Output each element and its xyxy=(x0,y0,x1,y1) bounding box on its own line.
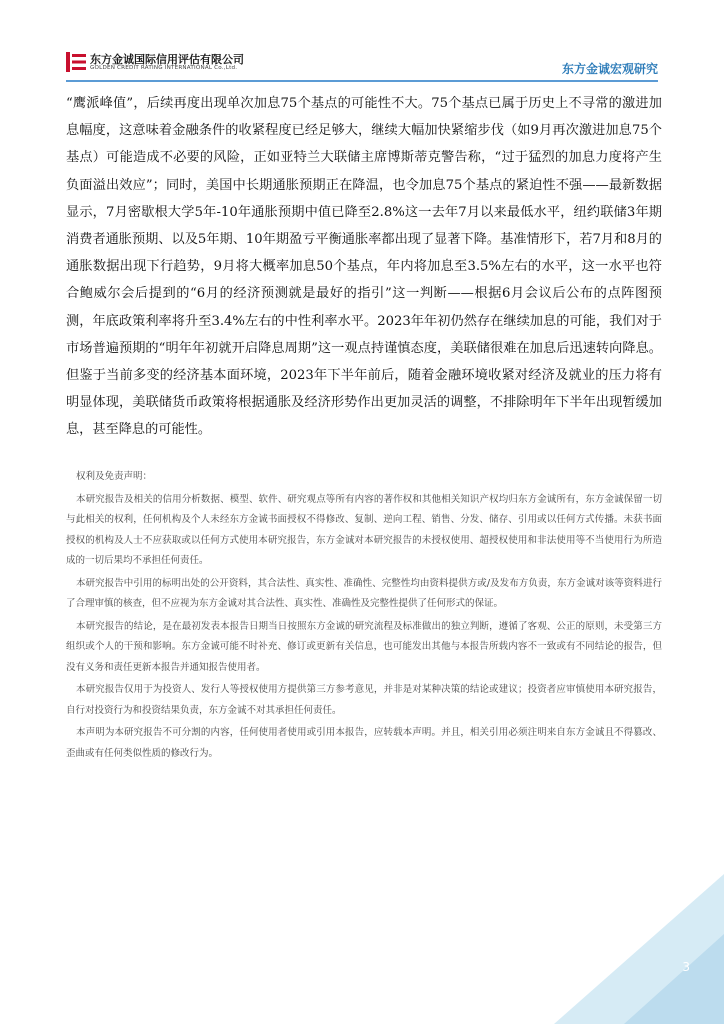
disclaimer-paragraph: 本研究报告仅用于为投资人、发行人等授权使用方提供第三方参考意见，并非是对某种决策的结论或建议；投资者应审慎使用本研究报告，自行对投资行为和投资结果负责，东方金诚不对其承担任何责任。 xyxy=(66,684,662,716)
main-paragraph: “鹰派峰值”，后续再度出现单次加息75个基点的可能性不大。75个基点已属于历史上不寻常的激进加息幅度，这意味着金融条件的收紧程度已经足够大，继续大幅加快紧缩步伐（如9月再次激进加息75个基点）可能造成不必要的风险，正如亚特兰大联储主席博斯蒂克警告称，“过于猛烈的加息力度将产生负面溢出效应”；同时，美国中长期通胀预期正在降温，也令加息75个基点的紧迫性不强——最新数据显示，7月密歇根大学5年-10年通胀预期中值已降至2.8%这一去年7月以来最低水平，纽约联储3年期消费者通胀预期、以及5年期、10年期盈亏平衡通胀率都出现了显著下降。基准情形下，若7月和8月的通胀数据出现下行趋势，9月将大概率加息50个基点，年内将加息至3.5%左右的水平，这一水平也符合鲍威尔会后提到的“6月的经济预测就是最好的指引”这一判断——根据6月会议后公布的点阵图预测，年底政策利率将升至3.4%左右的中性利率水平。2023年年初仍然存在继续加息的可能，我们对于市场普遍预期的“明年年初就开启降息周期”这一观点持谨慎态度，美联储很难在加息后迅速转向降息。但鉴于当前多变的经济基本面环境，2023年下半年前后，随着金融环境收紧对经济及就业的压力将有明显体现，美联储货币政策将根据通胀及经济形势作出更加灵活的调整，不排除明年下半年出现暂缓加息，甚至降息的可能性。 xyxy=(66,96,662,438)
company-name-cn: 东方金诚国际信用评估有限公司 xyxy=(90,53,244,66)
company-name-en: GOLDEN CREDIT RATING INTERNATIONAL Co.,Ltd. xyxy=(90,65,238,71)
disclaimer-title: 权利及免责声明： xyxy=(76,471,153,482)
report-series-title: 东方金诚宏观研究 xyxy=(561,62,658,76)
page-number: 3 xyxy=(682,960,690,974)
disclaimer-paragraph: 本研究报告中引用的标明出处的公开资料，其合法性、真实性、准确性、完整性均由资料提供方或/及发布方负责，东方金诚对该等资料进行了合理审慎的核查，但不应视为东方金诚对其合法性、真实性、准确性及完整性提供了任何形式的保证。 xyxy=(66,577,662,609)
disclaimer-section xyxy=(66,467,662,766)
disclaimer-paragraph: 本声明为本研究报告不可分割的内容，任何使用者使用或引用本报告，应转载本声明。并且，相关引用必须注明来自东方金诚且不得篡改、歪曲或有任何类似性质的修改行为。 xyxy=(66,727,662,759)
header-divider xyxy=(66,80,658,82)
disclaimer-paragraph: 本研究报告的结论，是在最初发表本报告日期当日按照东方金诚的研究流程及标准做出的独立判断，遵循了客观、公正的原则，未受第三方组织或个人的干预和影响。东方金诚可能不时补充、修订或更新有关信息，也可能发出其他与本报告所载内容不一致或有不同结论的报告，但没有义务和责任更新本报告并通知报告使用者。 xyxy=(66,620,662,673)
corner-decoration xyxy=(524,824,724,1024)
page-header xyxy=(0,0,724,84)
company-logo-icon xyxy=(66,52,86,72)
disclaimer-paragraph: 本研究报告及相关的信用分析数据、模型、软件、研究观点等所有内容的著作权和其他相关知识产权均归东方金诚所有，东方金诚保留一切与此相关的权利，任何机构及个人未经东方金诚书面授权不得修改、复制、逆向工程、销售、分发、储存、引用或以任何方式传播。未获书面授权的机构及人士不应获取或以任何方式使用本研究报告，东方金诚对本研究报告的未授权使用、超授权使用和非法使用等不当使用行为所造成的一切后果均不承担任何责任。 xyxy=(66,493,662,566)
